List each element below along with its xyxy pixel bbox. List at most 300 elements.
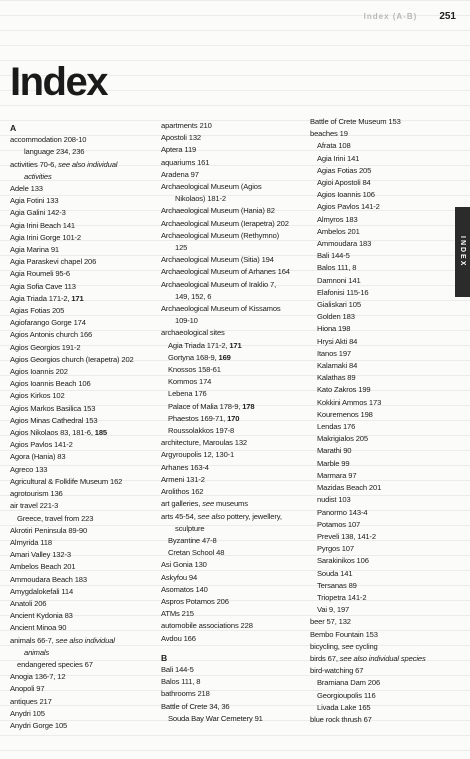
entry-text: museums: [214, 499, 248, 509]
index-entry: [10, 305, 155, 317]
index-entry: [161, 230, 306, 242]
index-entry: [161, 596, 306, 608]
entry-text: bathrooms 218: [161, 689, 210, 699]
entry-text: Bramiana Dam 206: [317, 678, 381, 688]
entry-text: Askyfou 94: [161, 572, 198, 582]
index-entry: [161, 676, 306, 688]
index-subentry: [310, 482, 450, 494]
entry-text: B: [161, 652, 168, 663]
index-subentry: [310, 580, 450, 592]
entry-text: Battle of Crete 34, 36: [161, 701, 230, 711]
entry-text: Agia Fotini 133: [10, 196, 59, 206]
entry-text: Agios Antonis church 166: [10, 330, 93, 340]
index-subentry: [310, 287, 450, 299]
index-subentry: [310, 214, 450, 226]
entry-text: archaeological sites: [161, 328, 225, 338]
entry-text: Agios Markos Basilica 153: [10, 403, 96, 413]
index-subentry: [161, 352, 306, 364]
entry-text: Agios Ioannis 202: [10, 367, 68, 377]
index-entry: [10, 415, 155, 427]
index-subentry: [310, 494, 450, 506]
index-entry: [10, 671, 155, 683]
entry-text: automobile associations 228: [161, 621, 253, 631]
index-subentry: [310, 201, 450, 213]
entry-text: Greece, travel from 223: [17, 513, 94, 523]
entry-text: Agios Pavlos 141-2: [10, 440, 73, 450]
index-entry: [10, 207, 155, 219]
map-page-ref: 178: [242, 401, 255, 411]
entry-text: Agioi Apostoli 84: [317, 178, 371, 188]
entry-text: Agia Galini 142-3: [10, 208, 66, 218]
entry-text: endangered species 67: [17, 659, 93, 669]
index-subentry: [310, 250, 450, 262]
entry-text: Anydri 105: [10, 708, 45, 718]
index-entry: [310, 116, 450, 128]
entry-text: Pyrgos 107: [317, 544, 354, 554]
index-entry: [10, 403, 155, 415]
entry-text: Potamos 107: [317, 519, 361, 529]
index-entry: [10, 366, 155, 378]
index-column-3: [310, 116, 450, 726]
entry-text: Agia Marina 91: [10, 245, 59, 255]
index-entry: [10, 586, 155, 598]
entry-text: see also individual: [55, 635, 115, 645]
index-entry: [10, 317, 155, 329]
entry-text: bicycling,: [310, 641, 342, 651]
entry-text: Kommos 174: [168, 377, 212, 387]
entry-text: Ammoudara 183: [317, 239, 372, 249]
entry-text: see: [341, 641, 354, 651]
index-entry: [10, 500, 155, 512]
entry-text: Agios Ioannis 106: [317, 190, 375, 200]
entry-text: agrotourism 136: [10, 489, 63, 499]
entry-text: Archaeological Museum (Sitia) 194: [161, 255, 274, 265]
entry-text: Triopetra 141-2: [317, 592, 367, 602]
index-entry: [161, 511, 306, 523]
index-entry-continuation: [161, 291, 306, 303]
side-tab-label: INDEX: [459, 236, 466, 268]
entry-text: Byzantine 47-8: [168, 535, 217, 545]
entry-text: Archaeological Museum of Iraklio 7,: [161, 279, 277, 289]
entry-text: activities 70-6,: [10, 159, 59, 169]
index-entry: [10, 561, 155, 573]
index-subentry: [310, 384, 450, 396]
index-entry-continuation: [161, 242, 306, 254]
entry-text: Aradena 97: [161, 169, 199, 179]
index-subentry: [310, 299, 450, 311]
entry-text: Battle of Crete Museum 153: [310, 117, 401, 126]
index-subentry: [310, 323, 450, 335]
entry-text: Anatoli 206: [10, 598, 47, 608]
entry-text: Agios Georgios 191-2: [10, 342, 81, 352]
entry-text: Marathi 90: [317, 446, 352, 456]
index-entry: [310, 128, 450, 140]
index-entry: [10, 683, 155, 695]
entry-text: see: [202, 499, 215, 509]
index-subentry: [161, 376, 306, 388]
entry-text: Golden 183: [317, 312, 355, 322]
index-entry: [10, 183, 155, 195]
entry-text: Georgioupolis 116: [317, 690, 376, 700]
index-entry: [10, 525, 155, 537]
entry-text: blue rock thrush 67: [310, 714, 372, 724]
map-page-ref: 171: [71, 293, 84, 303]
entry-text: Amari Valley 132-3: [10, 550, 71, 560]
entry-text: beaches 19: [310, 129, 348, 139]
entry-text: Kato Zakros 199: [317, 385, 371, 395]
entry-text: Aptera 119: [161, 145, 197, 155]
index-entry: [161, 584, 306, 596]
index-subentry: [310, 690, 450, 702]
index-entry: [161, 327, 306, 339]
section-side-tab: [455, 207, 470, 297]
entry-text: Hiona 198: [317, 324, 351, 334]
entry-text: 109-10: [175, 316, 198, 326]
index-subentry: [310, 543, 450, 555]
entry-text: Agios Minas Cathedral 153: [10, 415, 98, 425]
index-subentry: [310, 397, 450, 409]
entry-text: birds 67,: [310, 653, 340, 663]
index-entry: [10, 329, 155, 341]
index-entry: [10, 451, 155, 463]
index-subentry: [310, 262, 450, 274]
index-entry: [161, 572, 306, 584]
entry-text: animals: [24, 647, 50, 657]
index-column-2: [161, 120, 306, 725]
entry-text: Bembo Fountain 153: [310, 629, 378, 639]
entry-text: Archaeological Museum (Hania) 82: [161, 206, 275, 216]
index-subentry: [161, 547, 306, 559]
index-subentry: [310, 531, 450, 543]
index-entry: [10, 427, 155, 439]
entry-text: Marble 99: [317, 458, 350, 468]
entry-text: Ancient Kydonia 83: [10, 611, 73, 621]
entry-text: Ambelos 201: [317, 226, 360, 236]
letter-heading: [161, 652, 306, 664]
entry-text: Agios Kirkos 102: [10, 391, 65, 401]
entry-text: Kalamaki 84: [317, 361, 358, 371]
index-entry: [161, 169, 306, 181]
index-entry: [10, 195, 155, 207]
entry-text: Agios Pavlos 141-2: [317, 202, 380, 212]
entry-text: Hrysi Akti 84: [317, 336, 358, 346]
index-entry-continuation: [161, 315, 306, 327]
index-entry: [161, 132, 306, 144]
index-entry-continuation: [161, 523, 306, 535]
entry-text: Ancient Minoa 90: [10, 623, 67, 633]
page-header: [0, 8, 470, 24]
index-entry: [161, 279, 306, 291]
entry-text: Agora (Hania) 83: [10, 452, 66, 462]
index-entry: [161, 486, 306, 498]
entry-text: Ammoudara Beach 183: [10, 574, 87, 584]
index-subentry: [310, 275, 450, 287]
entry-text: Panormo 143-4: [317, 507, 368, 517]
entry-text: Livada Lake 165: [317, 702, 371, 712]
index-subentry: [10, 659, 155, 671]
entry-text: nudist 103: [317, 495, 351, 505]
index-entry: [310, 714, 450, 726]
index-subentry: [310, 433, 450, 445]
entry-text: aquariums 161: [161, 157, 210, 167]
index-subentry: [310, 348, 450, 360]
entry-text: Vai 9, 197: [317, 605, 350, 615]
index-entry-continuation: [10, 647, 155, 659]
index-subentry: [310, 507, 450, 519]
entry-text: Gialiskari 105: [317, 300, 361, 310]
entry-text: antiques 217: [10, 696, 52, 706]
index-subentry: [310, 238, 450, 250]
entry-text: Mazidas Beach 201: [317, 483, 382, 493]
entry-text: Bali 144-5: [317, 251, 350, 261]
index-subentry: [161, 364, 306, 376]
entry-text: animals 66-7,: [10, 635, 56, 645]
entry-text: Damnoni 141: [317, 275, 361, 285]
index-entry: [310, 616, 450, 628]
index-entry: [161, 688, 306, 700]
index-subentry: [161, 713, 306, 725]
index-subentry: [310, 568, 450, 580]
entry-text: Bali 144-5: [161, 664, 194, 674]
index-entry: [10, 488, 155, 500]
entry-text: Agricultural & Folklife Museum 162: [10, 476, 123, 486]
index-entry: [310, 641, 450, 653]
entry-text: 149, 152, 6: [175, 291, 212, 301]
entry-text: Akrotiri Peninsula 89-90: [10, 525, 88, 535]
entry-text: Archaeological Museum (Agios: [161, 182, 262, 192]
entry-text: Sarakinikos 106: [317, 556, 369, 566]
entry-text: Agia Triada 171-2,: [168, 340, 230, 350]
index-entry: [161, 437, 306, 449]
index-entry: [310, 653, 450, 665]
entry-text: Aspros Potamos 206: [161, 596, 229, 606]
entry-text: ATMs 215: [161, 609, 194, 619]
entry-text: Agios Georgios church (Ierapetra) 202: [10, 354, 134, 364]
page-title: Index: [10, 60, 107, 104]
index-column-1: [10, 120, 155, 732]
entry-text: Kokkini Ammos 173: [317, 397, 382, 407]
entry-text: Tersanas 89: [317, 580, 357, 590]
index-subentry: [161, 425, 306, 437]
entry-text: Anogia 136-7, 12: [10, 672, 66, 682]
index-subentry: [161, 388, 306, 400]
index-entry: [10, 622, 155, 634]
entry-text: Makrigialos 205: [317, 434, 368, 444]
entry-text: Itanos 197: [317, 348, 351, 358]
entry-text: Almyros 183: [317, 214, 358, 224]
entry-text: Apostoli 132: [161, 133, 201, 143]
entry-text: Archaeological Museum of Kissamos: [161, 304, 281, 314]
index-entry: [161, 157, 306, 169]
index-subentry: [310, 177, 450, 189]
index-entry: [310, 665, 450, 677]
entry-text: Roussolakkos 197-8: [168, 426, 235, 436]
index-entry: [161, 633, 306, 645]
index-entry: [161, 181, 306, 193]
entry-text: 125: [175, 243, 188, 253]
index-subentry: [310, 555, 450, 567]
index-entry-continuation: [161, 193, 306, 205]
entry-text: Agias Fotias 205: [317, 165, 372, 175]
index-entry-continuation: [10, 171, 155, 183]
index-entry: [161, 254, 306, 266]
index-subentry: [310, 372, 450, 384]
index-entry: [10, 293, 155, 305]
index-entry: [161, 701, 306, 713]
index-subentry: [161, 401, 306, 413]
index-subentry: [310, 409, 450, 421]
index-entry: [161, 474, 306, 486]
index-subentry: [10, 513, 155, 525]
index-entry: [161, 303, 306, 315]
entry-text: Lebena 176: [168, 389, 207, 399]
entry-text: Marmara 97: [317, 470, 357, 480]
map-page-ref: 185: [94, 428, 107, 438]
entry-text: Agia Paraskevi chapel 206: [10, 257, 97, 267]
index-subentry: [310, 165, 450, 177]
entry-text: Souda Bay War Cemetery 91: [168, 713, 263, 723]
map-page-ref: 171: [229, 340, 242, 350]
entry-text: Cretan School 48: [168, 548, 225, 558]
entry-text: Palace of Malia 178-9,: [168, 401, 243, 411]
entry-text: apartments 210: [161, 121, 212, 130]
map-page-ref: 170: [227, 413, 240, 423]
index-entry: [161, 664, 306, 676]
entry-text: Phaestos 169-71,: [168, 413, 228, 423]
entry-text: Asomatos 140: [161, 584, 208, 594]
index-subentry: [310, 140, 450, 152]
entry-text: Balos 111, 8: [161, 677, 201, 687]
index-entry: [10, 720, 155, 732]
entry-text: language 234, 236: [24, 147, 85, 157]
index-entry: [161, 218, 306, 230]
entry-text: A: [10, 123, 17, 133]
index-entry: [161, 608, 306, 620]
entry-text: Agia Irini 141: [317, 153, 360, 163]
entry-text: Almyrida 118: [10, 537, 52, 547]
index-entry: [10, 598, 155, 610]
entry-text: activities: [24, 171, 52, 181]
entry-text: Asi Gonia 130: [161, 560, 207, 570]
map-page-ref: 169: [218, 352, 231, 362]
index-entry: [10, 476, 155, 488]
entry-text: Avdou 166: [161, 633, 196, 643]
index-entry: [161, 120, 306, 132]
entry-text: Agios Nikolaos 83, 181-6,: [10, 428, 95, 438]
index-entry-continuation: [10, 146, 155, 158]
index-entry: [10, 390, 155, 402]
index-entry: [161, 559, 306, 571]
index-subentry: [310, 421, 450, 433]
index-entry: [10, 635, 155, 647]
entry-text: Agias Fotias 205: [10, 306, 65, 316]
entry-text: bird-watching 67: [310, 666, 364, 676]
index-entry: [10, 268, 155, 280]
entry-text: see also: [197, 511, 225, 521]
entry-text: Archaeological Museum of Arhanes 164: [161, 267, 290, 277]
index-entry: [10, 281, 155, 293]
index-subentry: [310, 226, 450, 238]
index-entry: [10, 354, 155, 366]
entry-text: Agia Roumeli 95-6: [10, 269, 70, 279]
index-entry: [10, 537, 155, 549]
entry-text: Agia Irini Beach 141: [10, 220, 75, 230]
entry-text: Armeni 131-2: [161, 474, 205, 484]
index-subentry: [310, 336, 450, 348]
entry-text: cycling: [353, 641, 378, 651]
entry-text: Agreco 133: [10, 464, 48, 474]
index-subentry: [161, 413, 306, 425]
entry-text: arts 45-54,: [161, 511, 198, 521]
entry-text: Knossos 158-61: [168, 365, 221, 375]
entry-text: Balos 111, 8: [317, 263, 357, 273]
index-entry: [310, 629, 450, 641]
entry-text: Anydri Gorge 105: [10, 720, 68, 730]
index-entry: [10, 708, 155, 720]
entry-text: Afrata 108: [317, 141, 351, 151]
entry-text: see also individual species: [339, 653, 426, 663]
entry-text: Archaeological Museum (Ierapetra) 202: [161, 218, 289, 228]
entry-text: accommodation 208-10: [10, 135, 87, 145]
index-subentry: [310, 311, 450, 323]
index-entry: [161, 462, 306, 474]
index-entry: [10, 342, 155, 354]
entry-text: see also individual: [58, 159, 118, 169]
index-subentry: [310, 702, 450, 714]
entry-text: Lendas 176: [317, 422, 356, 432]
entry-text: Arolithos 162: [161, 487, 204, 497]
entry-text: Kalathas 89: [317, 373, 356, 383]
index-entry: [10, 696, 155, 708]
index-entry: [161, 205, 306, 217]
index-subentry: [310, 519, 450, 531]
index-subentry: [310, 470, 450, 482]
entry-text: Amygdalokefali 114: [10, 586, 74, 596]
entry-text: Agia Triada 171-2,: [10, 293, 72, 303]
entry-text: Adele 133: [10, 184, 43, 194]
index-subentry: [310, 592, 450, 604]
entry-text: Gortyna 168-9,: [168, 352, 219, 362]
entry-text: Agia Irini Gorge 101-2: [10, 232, 81, 242]
entry-text: Agia Sofia Cave 113: [10, 281, 76, 291]
entry-text: Arhanes 163-4: [161, 462, 209, 472]
entry-text: Argyroupolis 12, 130-1: [161, 450, 235, 460]
index-subentry: [310, 360, 450, 372]
entry-text: art galleries,: [161, 499, 203, 509]
index-entry: [10, 574, 155, 586]
entry-text: beer 57, 132: [310, 617, 351, 627]
index-entry: [10, 464, 155, 476]
index-entry: [10, 256, 155, 268]
index-entry: [10, 220, 155, 232]
index-entry: [10, 232, 155, 244]
entry-text: sculpture: [175, 523, 205, 533]
index-subentry: [310, 604, 450, 616]
entry-text: Preveli 138, 141-2: [317, 531, 376, 541]
entry-text: Archaeological Museum (Rethymno): [161, 230, 280, 240]
entry-text: Nikolaos) 181-2: [175, 194, 226, 204]
index-entry: [10, 159, 155, 171]
index-entry: [10, 378, 155, 390]
index-entry: [161, 266, 306, 278]
index-entry: [10, 439, 155, 451]
entry-text: Agiofarango Gorge 174: [10, 318, 86, 328]
letter-heading: [10, 122, 155, 134]
entry-text: Souda 141: [317, 568, 353, 578]
index-subentry: [310, 677, 450, 689]
entry-text: pottery, jewellery,: [224, 511, 282, 521]
entry-text: architecture, Maroulas 132: [161, 438, 248, 448]
